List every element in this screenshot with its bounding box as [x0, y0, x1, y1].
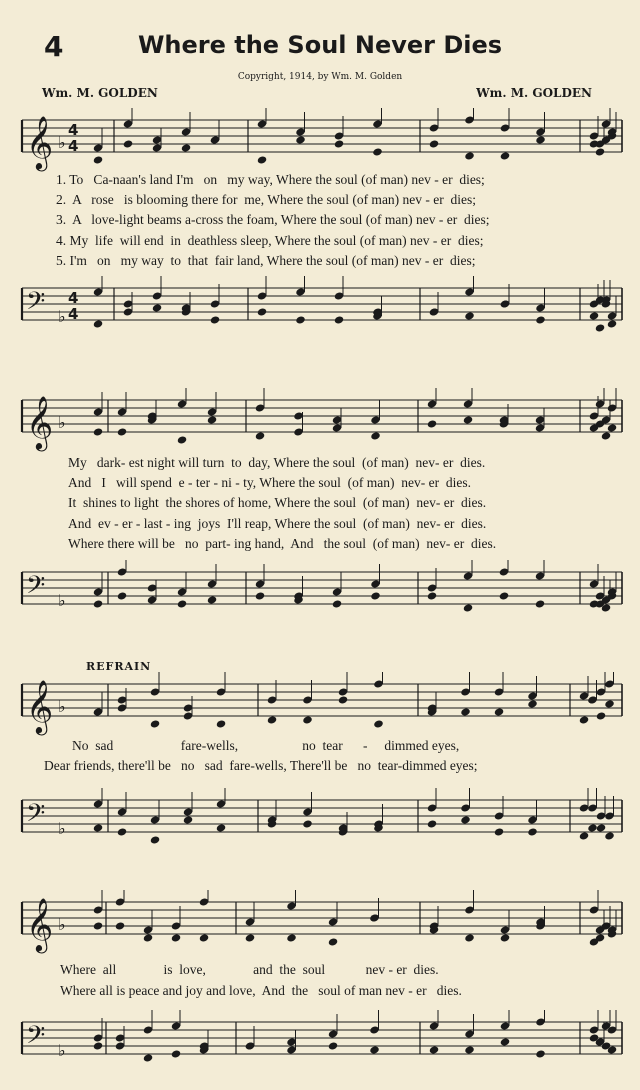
refrain-line-4: Where all is peace and joy and love, And the soul of man nev - er dies.: [60, 983, 462, 998]
hymn-number: 4: [44, 30, 64, 63]
verse-line-1b: My dark- est night will turn to day, Where the soul (of man) nev- er dies.: [68, 455, 486, 470]
treble-staff-system-3: [0, 672, 640, 742]
refrain-line-3: Where all is love, and the soul nev - er dies.: [60, 962, 439, 977]
svg-text:𝄢: 𝄢: [26, 287, 46, 322]
copyright-notice: Copyright, 1914, by Wm. M. Golden: [237, 72, 403, 82]
svg-text:𝄞: 𝄞: [26, 679, 54, 733]
svg-text:4: 4: [68, 305, 79, 323]
verse-line-2b: And I will spend e - ter - ni - ty, Where the soul (of man) nev- er dies.: [68, 475, 472, 490]
svg-text:𝄢: 𝄢: [26, 571, 46, 606]
svg-text:𝄞: 𝄞: [26, 395, 54, 449]
verse-line-5b: Where there will be no part- ing hand, And the soul (of man) nev- er dies.: [68, 536, 497, 551]
svg-text:4: 4: [68, 289, 79, 307]
svg-text:𝄞: 𝄞: [26, 897, 54, 951]
verse-line-4: 4. My life will end in deathless sleep, Where the soul (of man) nev - er dies;: [56, 233, 484, 248]
hymn-title: Where the Soul Never Dies: [137, 31, 503, 59]
svg-text:♭: ♭: [58, 819, 66, 838]
svg-text:4: 4: [68, 137, 79, 155]
svg-text:𝄢: 𝄢: [26, 1021, 46, 1056]
svg-text:♭: ♭: [58, 697, 66, 716]
verse-line-3: 3. A love-light beams a-cross the foam, Where the soul (of man) nev - er dies;: [56, 212, 490, 227]
svg-text:♭: ♭: [58, 413, 66, 432]
verse-line-1: 1. To Ca-naan's land I'm on my way, Where the soul (of man) nev - er dies;: [56, 172, 485, 187]
bass-staff-system-2: [0, 560, 640, 630]
bass-staff-system-3: [0, 788, 640, 858]
bass-staff-system-4: [0, 1010, 640, 1080]
refrain-line-1: No sad fare-wells, no tear - dimmed eyes,: [72, 738, 460, 753]
svg-text:4: 4: [68, 121, 79, 139]
svg-text:♭: ♭: [58, 1041, 66, 1060]
words-credit: Wm. M. GOLDEN: [42, 86, 158, 100]
treble-staff-system-1: [0, 108, 640, 178]
verse-line-5: 5. I'm on my way to that fair land, Where the soul (of man) nev - er dies;: [56, 253, 476, 268]
refrain-line-2: Dear friends, there'll be no sad fare-wells, There'll be no tear-dimmed eyes;: [44, 758, 478, 773]
svg-text:♭: ♭: [58, 307, 66, 326]
music-credit: Wm. M. GOLDEN: [476, 86, 592, 100]
svg-text:♭: ♭: [58, 915, 66, 934]
svg-text:♭: ♭: [58, 133, 66, 152]
verse-line-2: 2. A rose is blooming there for me, Where the soul (of man) nev - er dies;: [56, 192, 477, 207]
treble-staff-system-2: [0, 388, 640, 458]
verse-line-4b: And ev - er - last - ing joys I'll reap, Where the soul (of man) nev- er dies.: [68, 516, 487, 531]
refrain-label: REFRAIN: [86, 660, 152, 673]
bass-staff-system-1: [0, 276, 640, 346]
svg-text:𝄞: 𝄞: [26, 115, 54, 169]
verse-line-3b: It shines to light the shores of home, Where the soul (of man) nev- er dies.: [68, 495, 487, 510]
svg-text:♭: ♭: [58, 591, 66, 610]
treble-staff-system-4: [0, 890, 640, 960]
svg-text:𝄢: 𝄢: [26, 799, 46, 834]
